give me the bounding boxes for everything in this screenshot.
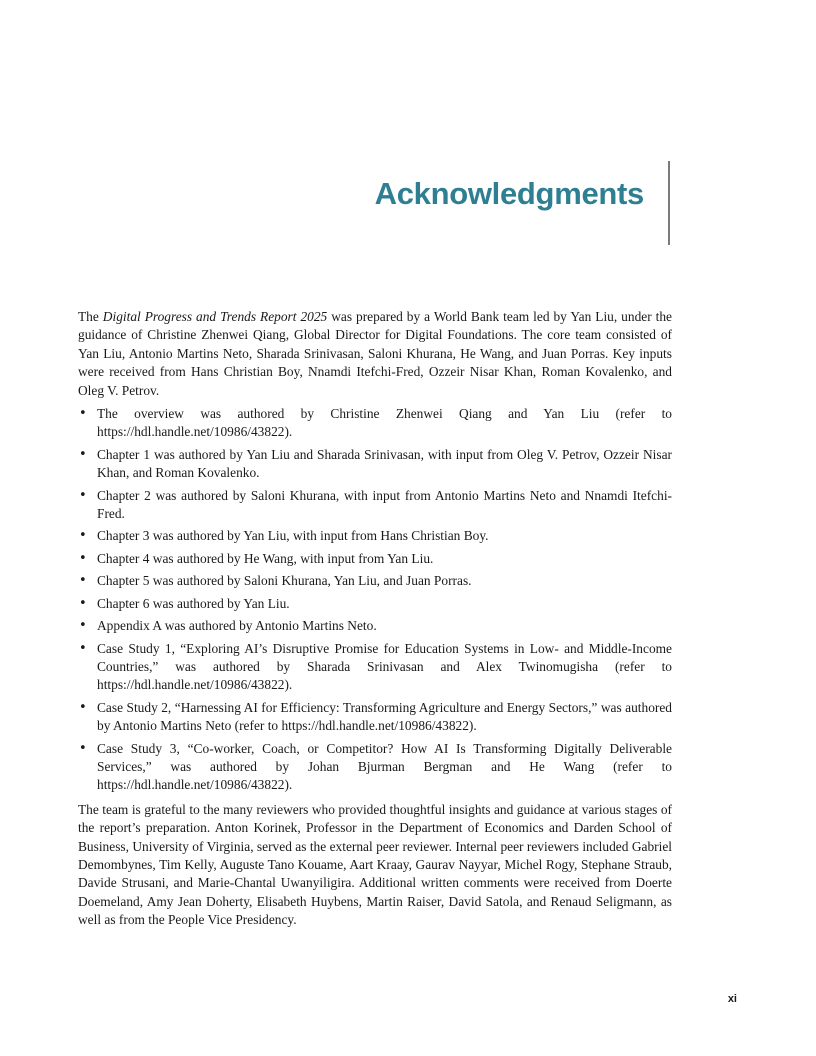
intro-body: was prepared by a World Bank team led by Yan Liu, under the guidance of Christine Zhenwei Qiang, Global Director for Digital Foundations. The core team consisted of Yan Liu, Antonio Martins Neto, Sharada Srinivasan, Saloni Khurana, He Wang, and Juan Porras. Key inputs were received from Hans Christian Boy, Nnamdi Itefchi-Fred, Ozzeir Nisar Khan, Roman Kovalenko, and Oleg V. Petrov. <box>78 309 673 398</box>
list-item-chapter-2: • Chapter 2 was authored by Saloni Khurana, with input from Antonio Martins Neto and Nnamdi Itefchi-Fred. <box>78 487 672 524</box>
list-item-chapter-6: • Chapter 6 was authored by Yan Liu. <box>78 595 672 613</box>
list-item-case-study-3: • Case Study 3, “Co-worker, Coach, or Competitor? How AI Is Transforming Digitally Deliverable Services,” was authored by Johan Bjurman Bergman and He Wang (refer to https://hdl.handle.net/10986/43822). <box>78 740 672 795</box>
page-title: Acknowledgments <box>374 176 644 211</box>
list-item-overview: • The overview was authored by Christine Zhenwei Qiang and Yan Liu (refer to https://hdl.handle.net/10986/43822). <box>78 405 672 442</box>
list-item-case-study-1: • Case Study 1, “Exploring AI’s Disruptive Promise for Education Systems in Low- and Middle-Income Countries,” was authored by Sharada Srinivasan and Alex Twinomugisha (refer to https://hdl.handle.net/10986/43822). <box>78 640 672 695</box>
report-title: Digital Progress and Trends Report 2025 <box>102 309 328 324</box>
list-item-appendix-a: • Appendix A was authored by Antonio Martins Neto. <box>78 617 672 635</box>
reviewers-paragraph: The team is grateful to the many reviewers who provided thoughtful insights and guidance at various stages of the report’s preparation. Anton Korinek, Professor in the Department of Economics and Darden School of Business, University of Virginia, served as the external peer reviewer. Internal peer reviewers included Gabriel Demombynes, Tim Kelly, Auguste Tano Kouame, Aart Kraay, Gaurav Nayyar, Michel Rogy, Stephane Straub, Davide Strusani, and Marie-Chantal Uwanyiligira. Additional written comments were received from Doerte Doemeland, Amy Jean Doherty, Elisabeth Huybens, Martin Raiser, David Satola, and Renaud Seligmann, as well as from the People Vice Presidency. <box>78 801 672 928</box>
list-item-chapter-4: • Chapter 4 was authored by He Wang, with input from Yan Liu. <box>78 550 672 568</box>
page-number: xi <box>727 993 737 1005</box>
list-item-chapter-3: • Chapter 3 was authored by Yan Liu, with input from Hans Christian Boy. <box>78 527 672 545</box>
acknowledgments-body <box>78 308 672 930</box>
authorship-list <box>78 405 672 795</box>
intro-prefix: The <box>78 309 103 324</box>
list-item-chapter-5: • Chapter 5 was authored by Saloni Khurana, Yan Liu, and Juan Porras. <box>78 572 672 590</box>
list-item-case-study-2: • Case Study 2, “Harnessing AI for Efficiency: Transforming Agriculture and Energy Sectors,” was authored by Antonio Martins Neto (refer to https://hdl.handle.net/10986/43822). <box>78 699 672 736</box>
list-item-chapter-1: • Chapter 1 was authored by Yan Liu and Sharada Srinivasan, with input from Oleg V. Petrov, Ozzeir Nisar Khan, and Roman Kovalenko. <box>78 446 672 483</box>
intro-paragraph <box>78 308 672 400</box>
title-divider <box>668 161 670 245</box>
